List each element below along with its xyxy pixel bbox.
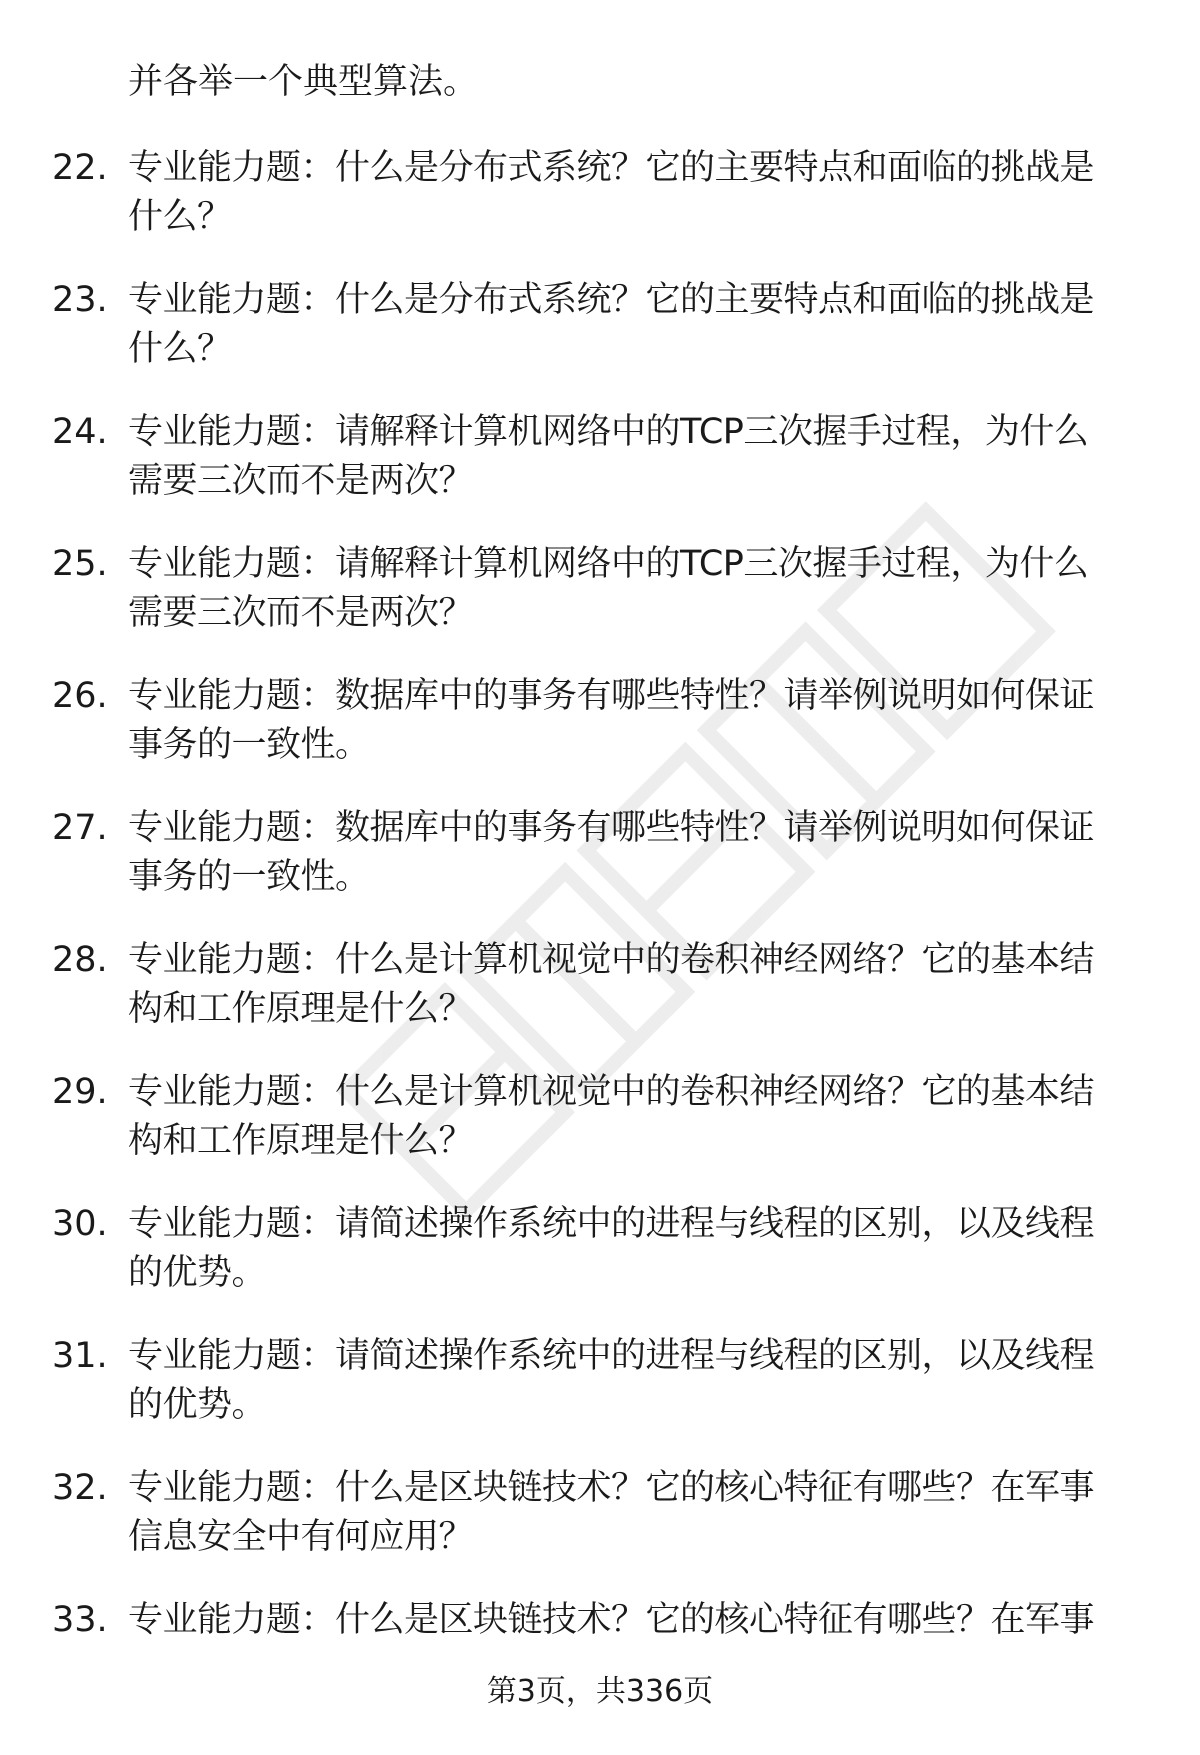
question-number: 24. <box>52 412 108 452</box>
question-text-line-2: 事务的一致性。 <box>128 857 370 897</box>
question-text-line-2: 的优势。 <box>128 1385 267 1425</box>
question-number: 30. <box>52 1204 108 1244</box>
question-text-line-1: 专业能力题：什么是计算机视觉中的卷积神经网络？它的基本结 <box>128 1072 1095 1112</box>
question-text-line-1: 专业能力题：请解释计算机网络中的TCP三次握手过程，为什么 <box>128 412 1089 452</box>
question-item <box>0 394 1200 526</box>
question-item <box>0 1318 1200 1450</box>
question-text-line-2: 需要三次而不是两次？ <box>128 461 474 501</box>
question-text-line-2: 构和工作原理是什么？ <box>128 989 474 1029</box>
question-text-line-2: 什么？ <box>128 197 232 237</box>
question-item <box>0 1186 1200 1318</box>
question-text-line-1: 专业能力题：请简述操作系统中的进程与线程的区别，以及线程 <box>128 1204 1095 1244</box>
question-item <box>0 922 1200 1054</box>
question-item <box>0 658 1200 790</box>
question-number: 31. <box>52 1336 108 1376</box>
question-text-line-1: 专业能力题：请解释计算机网络中的TCP三次握手过程，为什么 <box>128 544 1089 584</box>
question-text-line-1: 专业能力题：请简述操作系统中的进程与线程的区别，以及线程 <box>128 1336 1095 1376</box>
question-number: 25. <box>52 544 108 584</box>
question-text-line-1: 专业能力题：什么是分布式系统？它的主要特点和面临的挑战是 <box>128 280 1095 320</box>
question-text-line-2: 信息安全中有何应用？ <box>128 1517 474 1557</box>
question-number: 26. <box>52 676 108 716</box>
question-text-line-2: 构和工作原理是什么？ <box>128 1121 474 1161</box>
question-item <box>0 1450 1200 1582</box>
question-item <box>0 130 1200 262</box>
question-text-line-2: 的优势。 <box>128 1253 267 1293</box>
question-text-line-1: 专业能力题：数据库中的事务有哪些特性？请举例说明如何保证 <box>128 676 1095 716</box>
continuation-line: 并各举一个典型算法。 <box>128 62 479 102</box>
question-number: 29. <box>52 1072 108 1112</box>
question-text-line-1: 专业能力题：数据库中的事务有哪些特性？请举例说明如何保证 <box>128 808 1095 848</box>
question-text-line-2: 事务的一致性。 <box>128 725 370 765</box>
question-number: 27. <box>52 808 108 848</box>
question-text-line-1: 专业能力题：什么是分布式系统？它的主要特点和面临的挑战是 <box>128 148 1095 188</box>
question-item <box>0 1054 1200 1186</box>
question-item <box>0 790 1200 922</box>
question-number: 22. <box>52 148 108 188</box>
question-text-line-2: 需要三次而不是两次？ <box>128 593 474 633</box>
question-number: 33. <box>52 1600 108 1640</box>
question-text-line-1: 专业能力题：什么是区块链技术？它的核心特征有哪些？在军事 <box>128 1468 1095 1508</box>
question-list <box>0 130 1200 1714</box>
question-text-line-1: 专业能力题：什么是区块链技术？它的核心特征有哪些？在军事 <box>128 1600 1095 1640</box>
page-footer: 第3页，共336页 <box>486 1674 714 1709</box>
question-number: 23. <box>52 280 108 320</box>
question-text-line-1: 专业能力题：什么是计算机视觉中的卷积神经网络？它的基本结 <box>128 940 1095 980</box>
question-item <box>0 262 1200 394</box>
question-number: 28. <box>52 940 108 980</box>
question-text-line-2: 什么？ <box>128 329 232 369</box>
question-number: 32. <box>52 1468 108 1508</box>
question-item <box>0 526 1200 658</box>
